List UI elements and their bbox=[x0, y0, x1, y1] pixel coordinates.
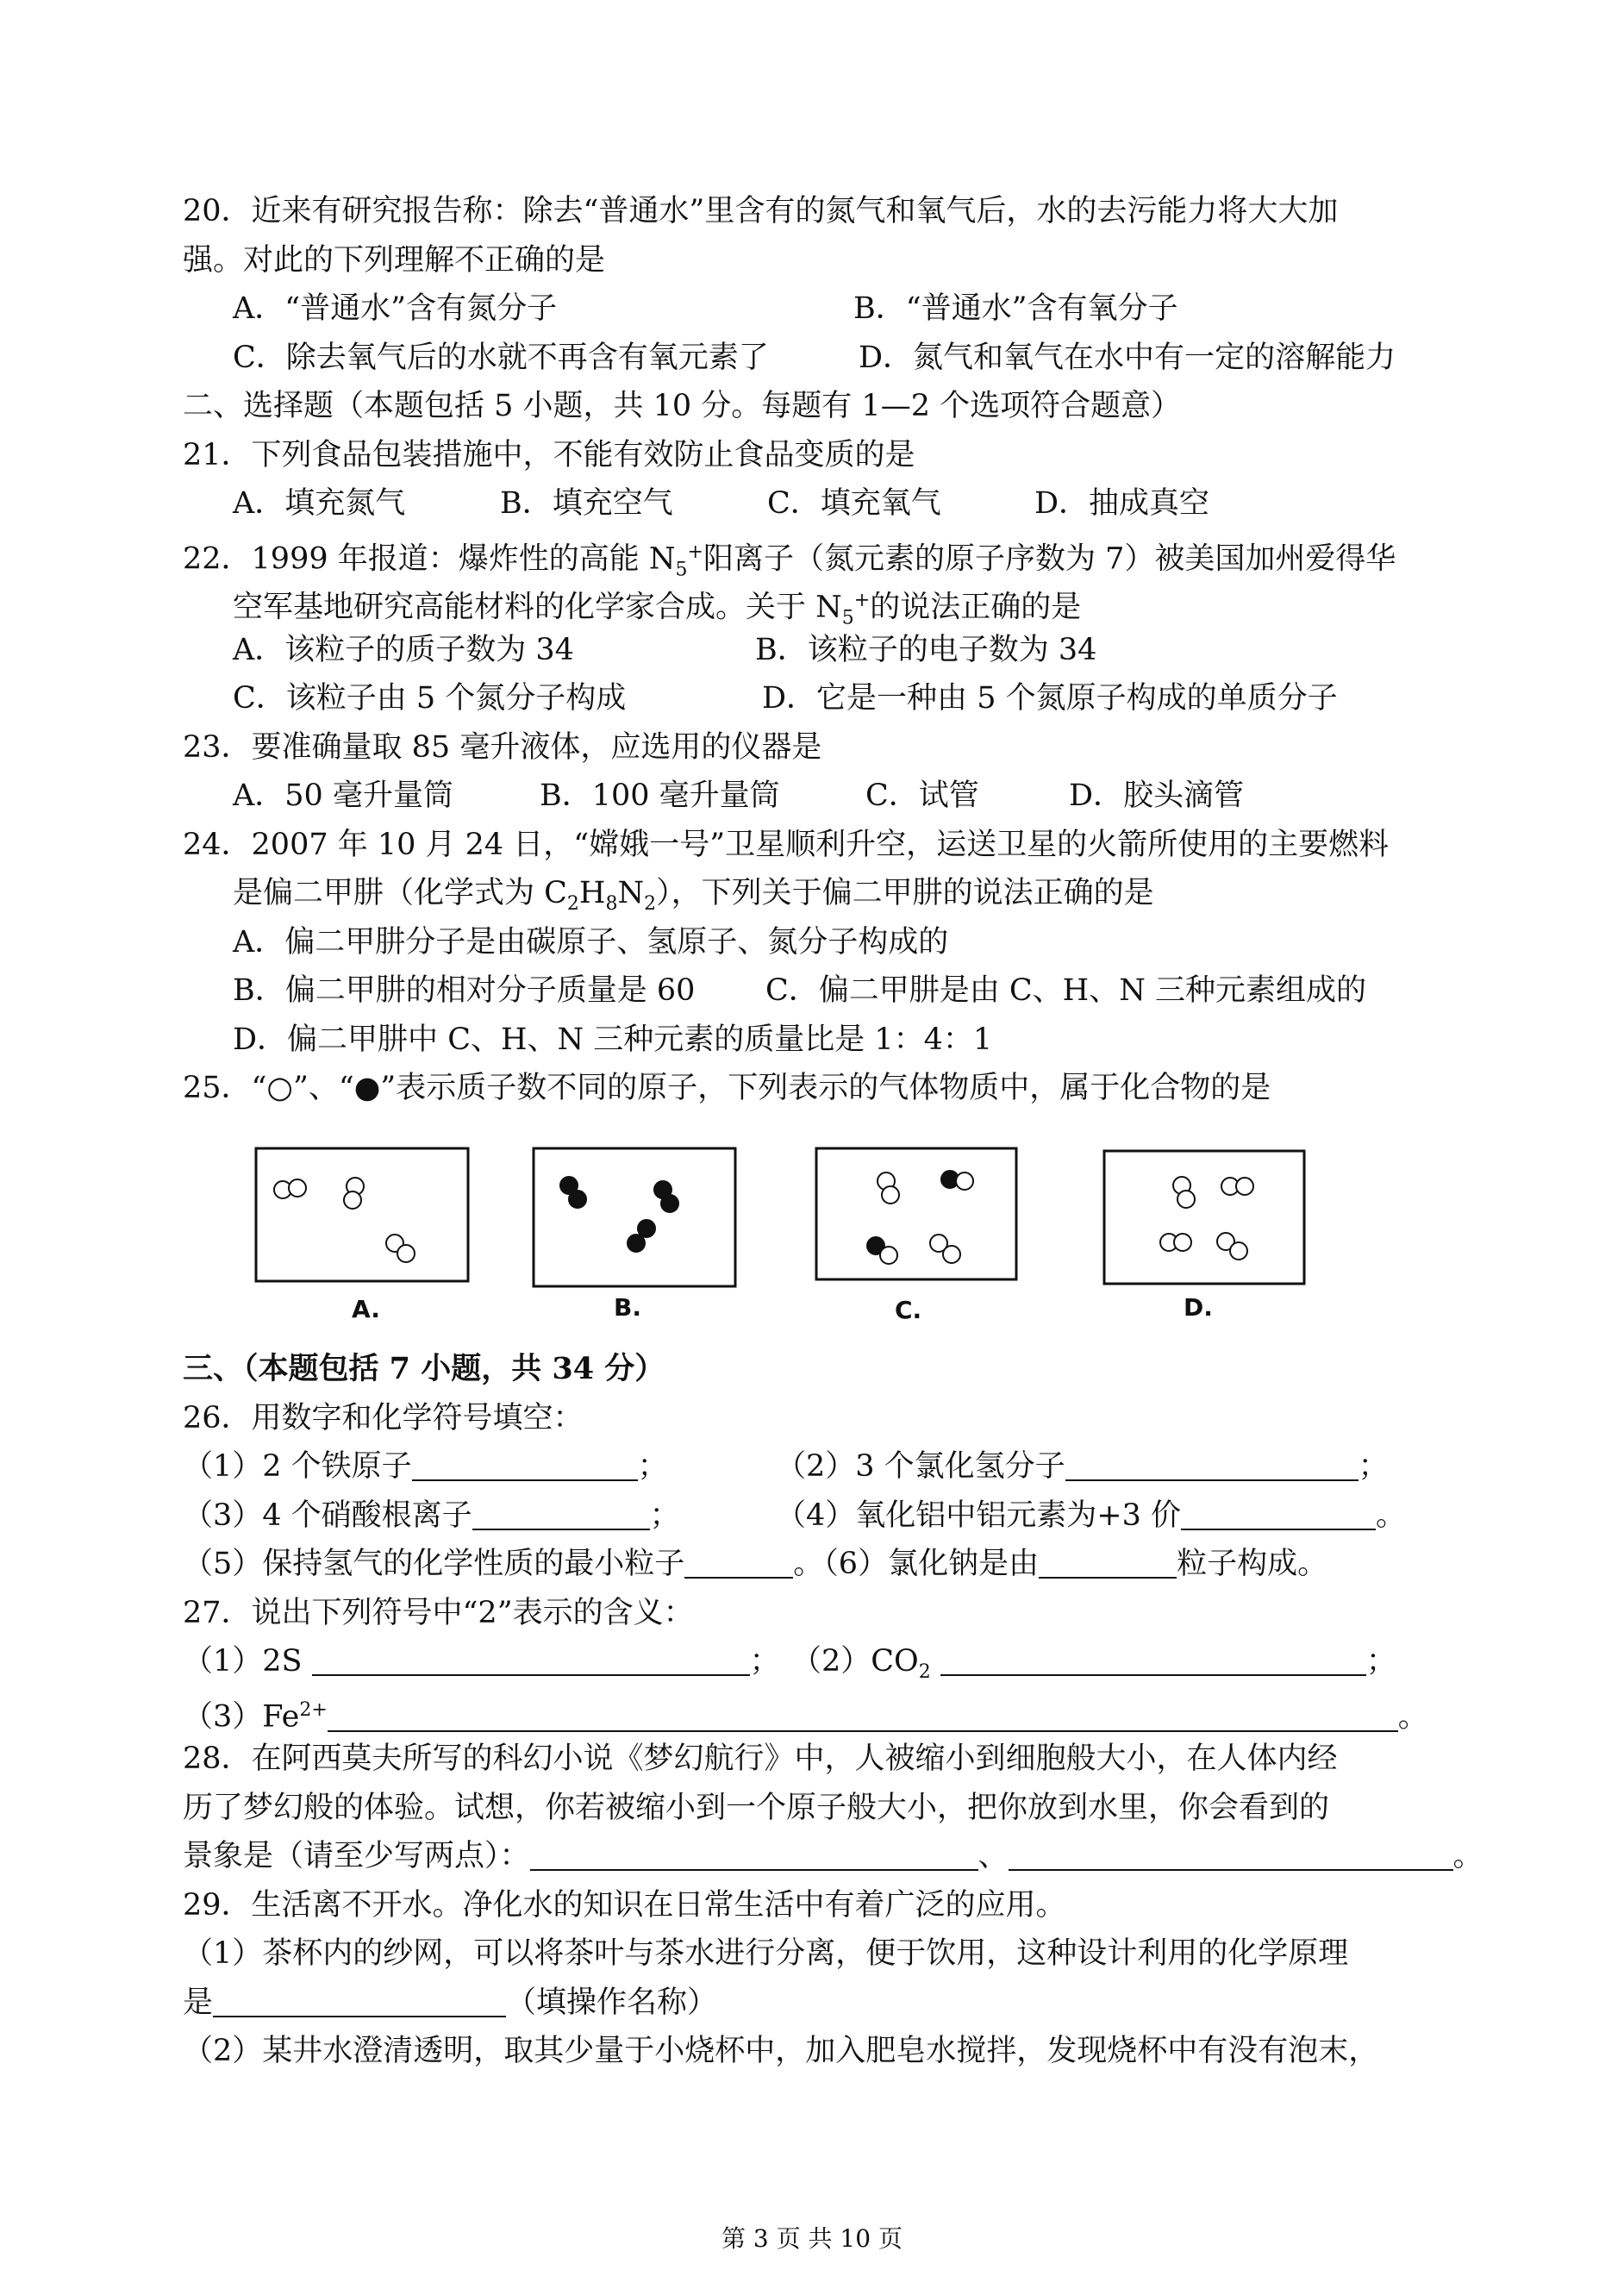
q27-part1: （1）2S ； bbox=[183, 1644, 780, 1679]
answer-blank[interactable] bbox=[1039, 1548, 1177, 1579]
page-footer: 第 3 页 共 10 页 bbox=[721, 2224, 903, 2253]
q24-stem-line1: 24．2007 年 10 月 24 日，“嫦娥一号”卫星顺利升空，运送卫星的火箭所使用的主要燃料 bbox=[183, 828, 1390, 862]
q23-stem: 23．要准确量取 85 毫升液体，应选用的仪器是 bbox=[183, 730, 822, 765]
q20-option-b: B．“普通水”含有氧分子 bbox=[853, 291, 1178, 326]
answer-blank[interactable] bbox=[684, 1548, 793, 1579]
q29-part1-line1: （1）茶杯内的纱网，可以将茶叶与茶水进行分离，便于饮用，这种设计利用的化学原理 bbox=[183, 1936, 1349, 1971]
q20-stem-line1: 20．近来有研究报告称：除去“普通水”里含有的氮气和氧气后，水的去污能力将大大加 bbox=[183, 194, 1339, 228]
q25-stem: 25．“○”、“●”表示质子数不同的原子，下列表示的气体物质中，属于化合物的是 bbox=[183, 1071, 1271, 1105]
q23-option-b: B．100 毫升量筒 bbox=[540, 779, 780, 813]
q20-option-c: C．除去氧气后的水就不再含有氧元素了 bbox=[233, 341, 769, 375]
q20-option-a: A．“普通水”含有氮分子 bbox=[233, 291, 558, 326]
q26-part4: （4）氧化铝中铝元素为+3 价 。 bbox=[776, 1498, 1407, 1533]
q23-option-d: D．胶头滴管 bbox=[1069, 779, 1245, 813]
q22-option-d: D．它是一种由 5 个氮原子构成的单质分子 bbox=[762, 681, 1338, 716]
answer-blank[interactable] bbox=[312, 1645, 750, 1676]
q25-diagram-d bbox=[1102, 1149, 1306, 1285]
q29-part2-line1: （2）某井水澄清透明，取其少量于小烧杯中，加入肥皂水搅拌，发现烧杯中有没有泡末， bbox=[183, 2034, 1379, 2068]
q25-label-c: C. bbox=[895, 1296, 922, 1324]
answer-blank[interactable] bbox=[328, 1701, 1398, 1732]
q27-part3: $(3)Fe^{2+}$ 。 bbox=[183, 1699, 1428, 1735]
q21-option-a: A．填充氮气 bbox=[233, 486, 406, 521]
q23-option-c: C．试管 bbox=[865, 779, 979, 813]
q21-option-b: B．填充空气 bbox=[500, 486, 673, 521]
q25-diagram-c bbox=[815, 1147, 1018, 1281]
q21-option-c: C．填充氧气 bbox=[767, 486, 941, 521]
q23-option-a: A．50 毫升量筒 bbox=[233, 779, 453, 813]
q22-option-b: B．该粒子的电子数为 34 bbox=[755, 633, 1097, 667]
q28-line2: 历了梦幻般的体验。试想，你若被缩小到一个原子般大小，把你放到水里，你会看到的 bbox=[183, 1791, 1330, 1825]
q26-part5: （5）保持氢气的化学性质的最小粒子 。（6）氯化钠是由 粒子构成。 bbox=[183, 1547, 1328, 1581]
q27-stem: 27．说出下列符号中“2”表示的含义： bbox=[183, 1596, 694, 1630]
section2-heading: 二、选择题（本题包括 5 小题，共 10 分。每题有 1—2 个选项符合题意） bbox=[183, 389, 1182, 423]
answer-blank[interactable] bbox=[1009, 1840, 1453, 1871]
q25-label-d: D. bbox=[1184, 1293, 1213, 1322]
q24-stem-line2: 是偏二甲肼（化学式为 $C_2H_8N_2$），下列关于偏二甲肼的说法正确的是 bbox=[233, 876, 1154, 915]
q25-diagram-a bbox=[254, 1147, 470, 1283]
answer-blank[interactable] bbox=[213, 1986, 506, 2017]
q22-stem-line1: 22．1999 年报道：爆炸性的高能 $N_5^+$阳离子（氮元素的原子序数为 7）被美国加州爱得华 bbox=[183, 541, 1396, 581]
answer-blank[interactable] bbox=[940, 1645, 1366, 1676]
answer-blank[interactable] bbox=[530, 1840, 978, 1871]
q22-option-c: C．该粒子由 5 个氮分子构成 bbox=[233, 681, 627, 716]
q24-option-a: A．偏二甲肼分子是由碳原子、氢原子、氮分子构成的 bbox=[233, 925, 949, 960]
q26-part1: （1）2 个铁原子 ； bbox=[183, 1449, 668, 1484]
q29-stem: 29．生活离不开水。净化水的知识在日常生活中有着广泛的应用。 bbox=[183, 1888, 1066, 1923]
q25-label-b: B. bbox=[614, 1293, 641, 1322]
q24-option-c: C．偏二甲肼是由 C、H、N 三种元素组成的 bbox=[765, 973, 1366, 1008]
q21-option-d: D．抽成真空 bbox=[1034, 486, 1210, 521]
q26-stem: 26．用数字和化学符号填空： bbox=[183, 1401, 584, 1435]
q29-part1-line2: 是 （填操作名称） bbox=[183, 1985, 718, 2020]
q24-option-d: D．偏二甲肼中 C、H、N 三种元素的质量比是 1：4：1 bbox=[233, 1022, 993, 1057]
q28-line3: 景象是（请至少写两点）： 、 。 bbox=[183, 1839, 1483, 1873]
q25-label-a: A. bbox=[352, 1295, 380, 1323]
q22-stem-line2: 空军基地研究高能材料的化学家合成。关于 $N_5^+$的说法正确的是 bbox=[233, 590, 1082, 629]
q24-option-b: B．偏二甲肼的相对分子质量是 60 bbox=[233, 973, 696, 1008]
q27-part2: $(2)CO_2$ ； bbox=[791, 1644, 1396, 1683]
answer-blank[interactable] bbox=[1181, 1499, 1376, 1530]
answer-blank[interactable] bbox=[1065, 1450, 1359, 1481]
q25-diagram-b bbox=[532, 1147, 737, 1288]
q21-stem: 21．下列食品包装措施中，不能有效防止食品变质的是 bbox=[183, 438, 915, 472]
answer-blank[interactable] bbox=[472, 1499, 650, 1530]
q20-stem-line2: 强。对此的下列理解不正确的是 bbox=[183, 243, 606, 278]
q26-part2: （2）3 个氯化氢分子 ； bbox=[776, 1449, 1389, 1484]
q28-line1: 28．在阿西莫夫所写的科幻小说《梦幻航行》中，人被缩小到细胞般大小，在人体内经 bbox=[183, 1742, 1338, 1776]
answer-blank[interactable] bbox=[412, 1450, 638, 1481]
q20-option-d: D．氮气和氧气在水中有一定的溶解能力 bbox=[859, 341, 1396, 375]
q22-option-a: A．该粒子的质子数为 34 bbox=[233, 633, 574, 667]
q26-part3: （3）4 个硝酸根离子 ； bbox=[183, 1498, 680, 1533]
section3-heading: 三、（本题包括 7 小题，共 34 分） bbox=[183, 1351, 665, 1386]
